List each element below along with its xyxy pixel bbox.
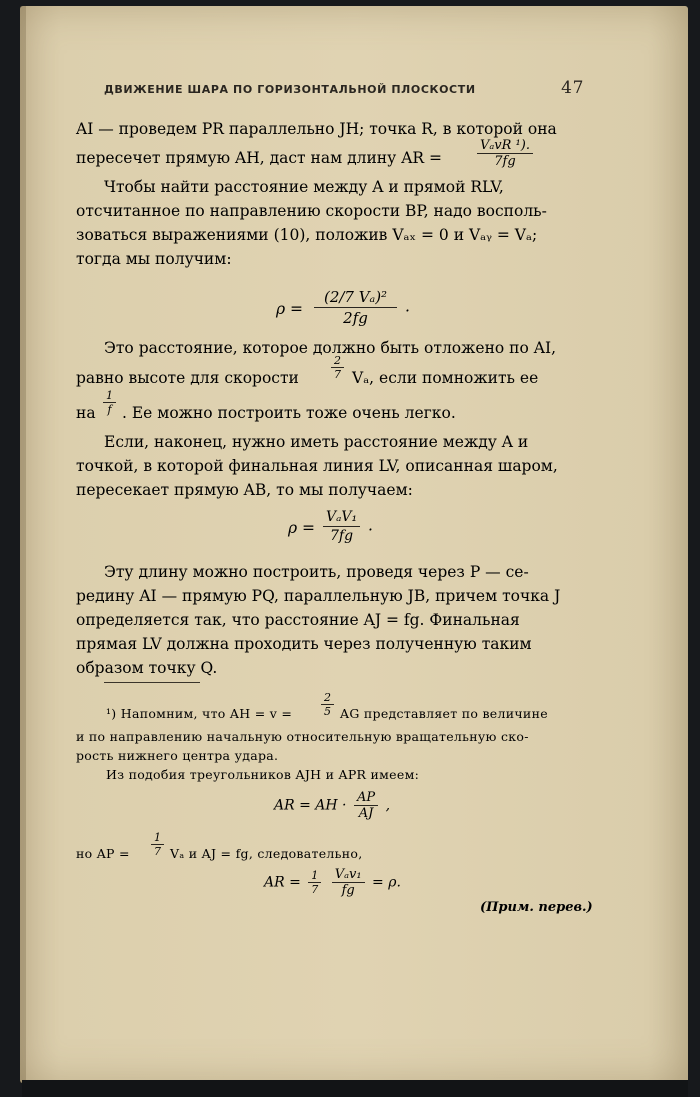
fraction-numerator: 1 [103,389,116,403]
paragraph-1-line-1: AI — проведем PR параллельно JH; точка R, в которой она [76,120,557,138]
paragraph-5-line-2: редину AI — прямую PQ, параллельную JB, причем точка J [76,587,561,605]
paragraph-4-line-2: точкой, в которой финальная линия LV, описанная шаром, [76,457,558,475]
footnote-equation-b-end: = ρ. [372,874,401,891]
footnote-equation-b-lhs: AR = [264,874,301,891]
paragraph-2-line-4: тогда мы получим: [76,250,232,268]
translator-note: (Прим. перев.) [480,900,593,915]
paragraph-4-line-3: пересекает прямую AB, то мы получаем: [76,481,413,499]
paragraph-5-line-1: Эту длину можно построить, проведя через P — се- [104,563,529,581]
fraction-denominator: 7 [334,368,341,381]
equation-2-denominator: 7fg [329,528,354,544]
footnote-equation-a-lhs: AR = AH · [274,797,347,814]
page-number: 47 [561,78,584,98]
paragraph-3-line-1: Это расстояние, которое должно быть отложено по AI, [104,339,556,357]
paragraph-2-line-3: зоваться выражениями (10), положив Vₐₓ = 0 и Vₐᵧ = Vₐ; [76,226,538,244]
footnote-line-1a: ¹) Напомним, что AH = v = [106,706,293,721]
footnote-equation-a [274,790,390,821]
footnote-line-2: и по направлению начальную относительную вращательную ско- [76,729,529,744]
paragraph-3-line-2b: Vₐ, если помножить ее [352,369,539,387]
equation-2-numerator: VₐV₁ [323,508,360,527]
equation-1-numerator: (2/7 Vₐ)² [314,287,397,308]
fraction-denominator: fg [341,883,355,898]
paragraph-1-fraction [474,138,536,169]
footnote-line-3: рость нижнего центра удара. [76,748,279,763]
paragraph-3-line-3a: на [76,404,96,422]
footnote-fraction [318,691,337,718]
paragraph-3-line-3b: . Ее можно построить тоже очень легко. [122,404,456,422]
equation-1-end: . [405,297,410,316]
equation-2-lhs: ρ = [288,518,316,537]
fraction-denominator: 5 [324,705,331,718]
fraction-numerator: VₐvR ¹). [477,138,533,154]
running-head-title: ДВИЖЕНИЕ ШАРА ПО ГОРИЗОНТАЛЬНОЙ ПЛОСКОСТИ [104,83,476,96]
footnote-line-5-fraction [148,831,167,858]
fraction-denominator: 7fg [494,154,516,169]
footnote-line-4: Из подобия треугольников AJH и APR имеем: [106,767,420,782]
fraction-numerator: 1 [151,831,164,845]
fraction-denominator: 7 [311,883,319,896]
fraction-numerator: Vₐv₁ [332,867,365,883]
page-bottom-shadow [22,1080,688,1097]
fraction-numerator: 2 [321,691,334,705]
paragraph-3-fraction [328,354,347,381]
fraction-denominator: 7 [154,845,161,858]
paragraph-3-fraction-2 [100,389,119,416]
fraction-denominator: AJ [358,806,374,821]
equation-2-end: . [368,516,373,535]
paragraph-2-line-1: Чтобы найти расстояние между A и прямой RLV, [104,178,504,196]
footnote-line-1b: AG представляет по величине [340,706,548,721]
equation-1-lhs: ρ = [276,299,304,318]
fraction-denominator: f [107,403,112,416]
fraction-numerator: 1 [308,869,321,883]
paragraph-5-line-5: образом точку Q. [76,659,218,677]
footnote-line-5a: но AP = [76,846,130,861]
paragraph-4-line-1: Если, наконец, нужно иметь расстояние между A и [104,433,529,451]
paragraph-3-line-2a: равно высоте для скорости [76,369,299,387]
footnote-equation-a-end: , [385,797,391,814]
equation-1 [276,287,410,328]
footnote-line-5b: Vₐ и AJ = fg, следовательно, [170,846,363,861]
running-head [104,80,584,104]
footnote-rule [104,682,200,683]
fraction-numerator: AP [354,790,378,806]
paragraph-5-line-3: определяется так, что расстояние AJ = fg. Финальная [76,611,520,629]
page-spine-shadow [20,6,26,1083]
paragraph-2-line-2: отсчитанное по направлению скорости BP, надо восполь- [76,202,547,220]
fraction-numerator: 2 [331,354,344,368]
equation-1-denominator: 2fg [343,309,368,327]
paragraph-1-line-2: пересечет прямую AH, даст нам длину AR = [76,149,442,167]
paragraph-5-line-4: прямая LV должна проходить через полученную таким [76,635,532,653]
equation-2 [288,508,373,545]
footnote-equation-b [264,867,401,898]
